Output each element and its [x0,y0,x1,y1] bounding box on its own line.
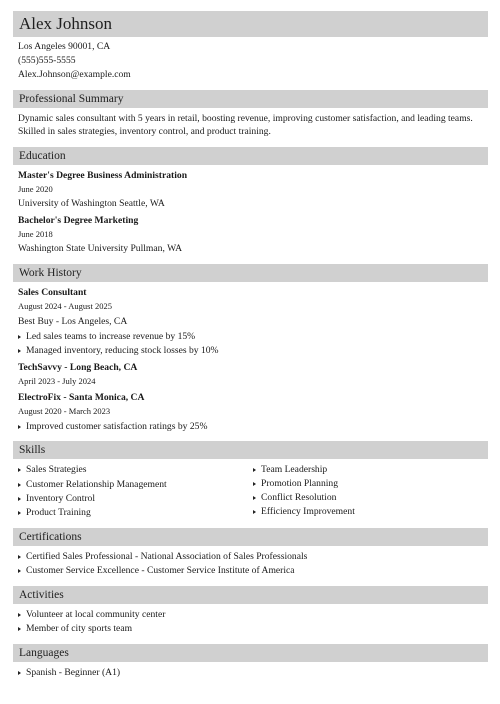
contact-phone: (555)555-5555 [18,55,76,66]
education-degree: Master's Degree Business Administration [18,170,188,181]
summary-heading: Professional Summary [13,90,488,108]
job-title: ElectroFix - Santa Monica, CA [18,392,145,403]
education-school: Washington State University Pullman, WA [18,243,182,254]
job-title: Sales Consultant [18,287,87,298]
job-title: TechSavvy - Long Beach, CA [18,362,138,373]
language-item: Spanish - Beginner (A1) [18,666,120,679]
education-degree: Bachelor's Degree Marketing [18,215,139,226]
job-bullet: Led sales teams to increase revenue by 15% [18,330,195,343]
skill-item: Promotion Planning [253,477,338,490]
contact-email: Alex.Johnson@example.com [18,69,131,80]
education-heading: Education [13,147,488,165]
activity-item: Member of city sports team [18,622,132,635]
certification-item: Certified Sales Professional - National Association of Sales Professionals [18,550,307,563]
skill-item: Sales Strategies [18,463,86,476]
education-date: June 2020 [18,184,53,194]
skill-item: Conflict Resolution [253,491,336,504]
job-bullet: Improved customer satisfaction ratings by 25% [18,420,207,433]
skill-item: Product Training [18,506,91,519]
languages-heading: Languages [13,644,488,662]
education-date: June 2018 [18,229,53,239]
job-dates: August 2020 - March 2023 [18,406,111,416]
skills-heading: Skills [13,441,488,459]
work-heading: Work History [13,264,488,282]
job-dates: April 2023 - July 2024 [18,376,96,386]
skill-item: Customer Relationship Management [18,478,167,491]
job-bullet: Managed inventory, reducing stock losses by 10% [18,344,219,357]
skill-item: Team Leadership [253,463,327,476]
job-company: Best Buy - Los Angeles, CA [18,316,128,327]
education-school: University of Washington Seattle, WA [18,198,165,209]
job-dates: August 2024 - August 2025 [18,301,112,311]
candidate-name: Alex Johnson [13,11,488,37]
skill-item: Inventory Control [18,492,95,505]
certifications-heading: Certifications [13,528,488,546]
contact-address: Los Angeles 90001, CA [18,41,111,52]
certification-item: Customer Service Excellence - Customer Service Institute of America [18,564,295,577]
summary-text: Dynamic sales consultant with 5 years in retail, boosting revenue, improving customer satisfaction, and leading teams. Skilled in sales strategies, inventory control, and product training. [18,113,473,137]
skill-item: Efficiency Improvement [253,505,355,518]
activities-heading: Activities [13,586,488,604]
activity-item: Volunteer at local community center [18,608,165,621]
